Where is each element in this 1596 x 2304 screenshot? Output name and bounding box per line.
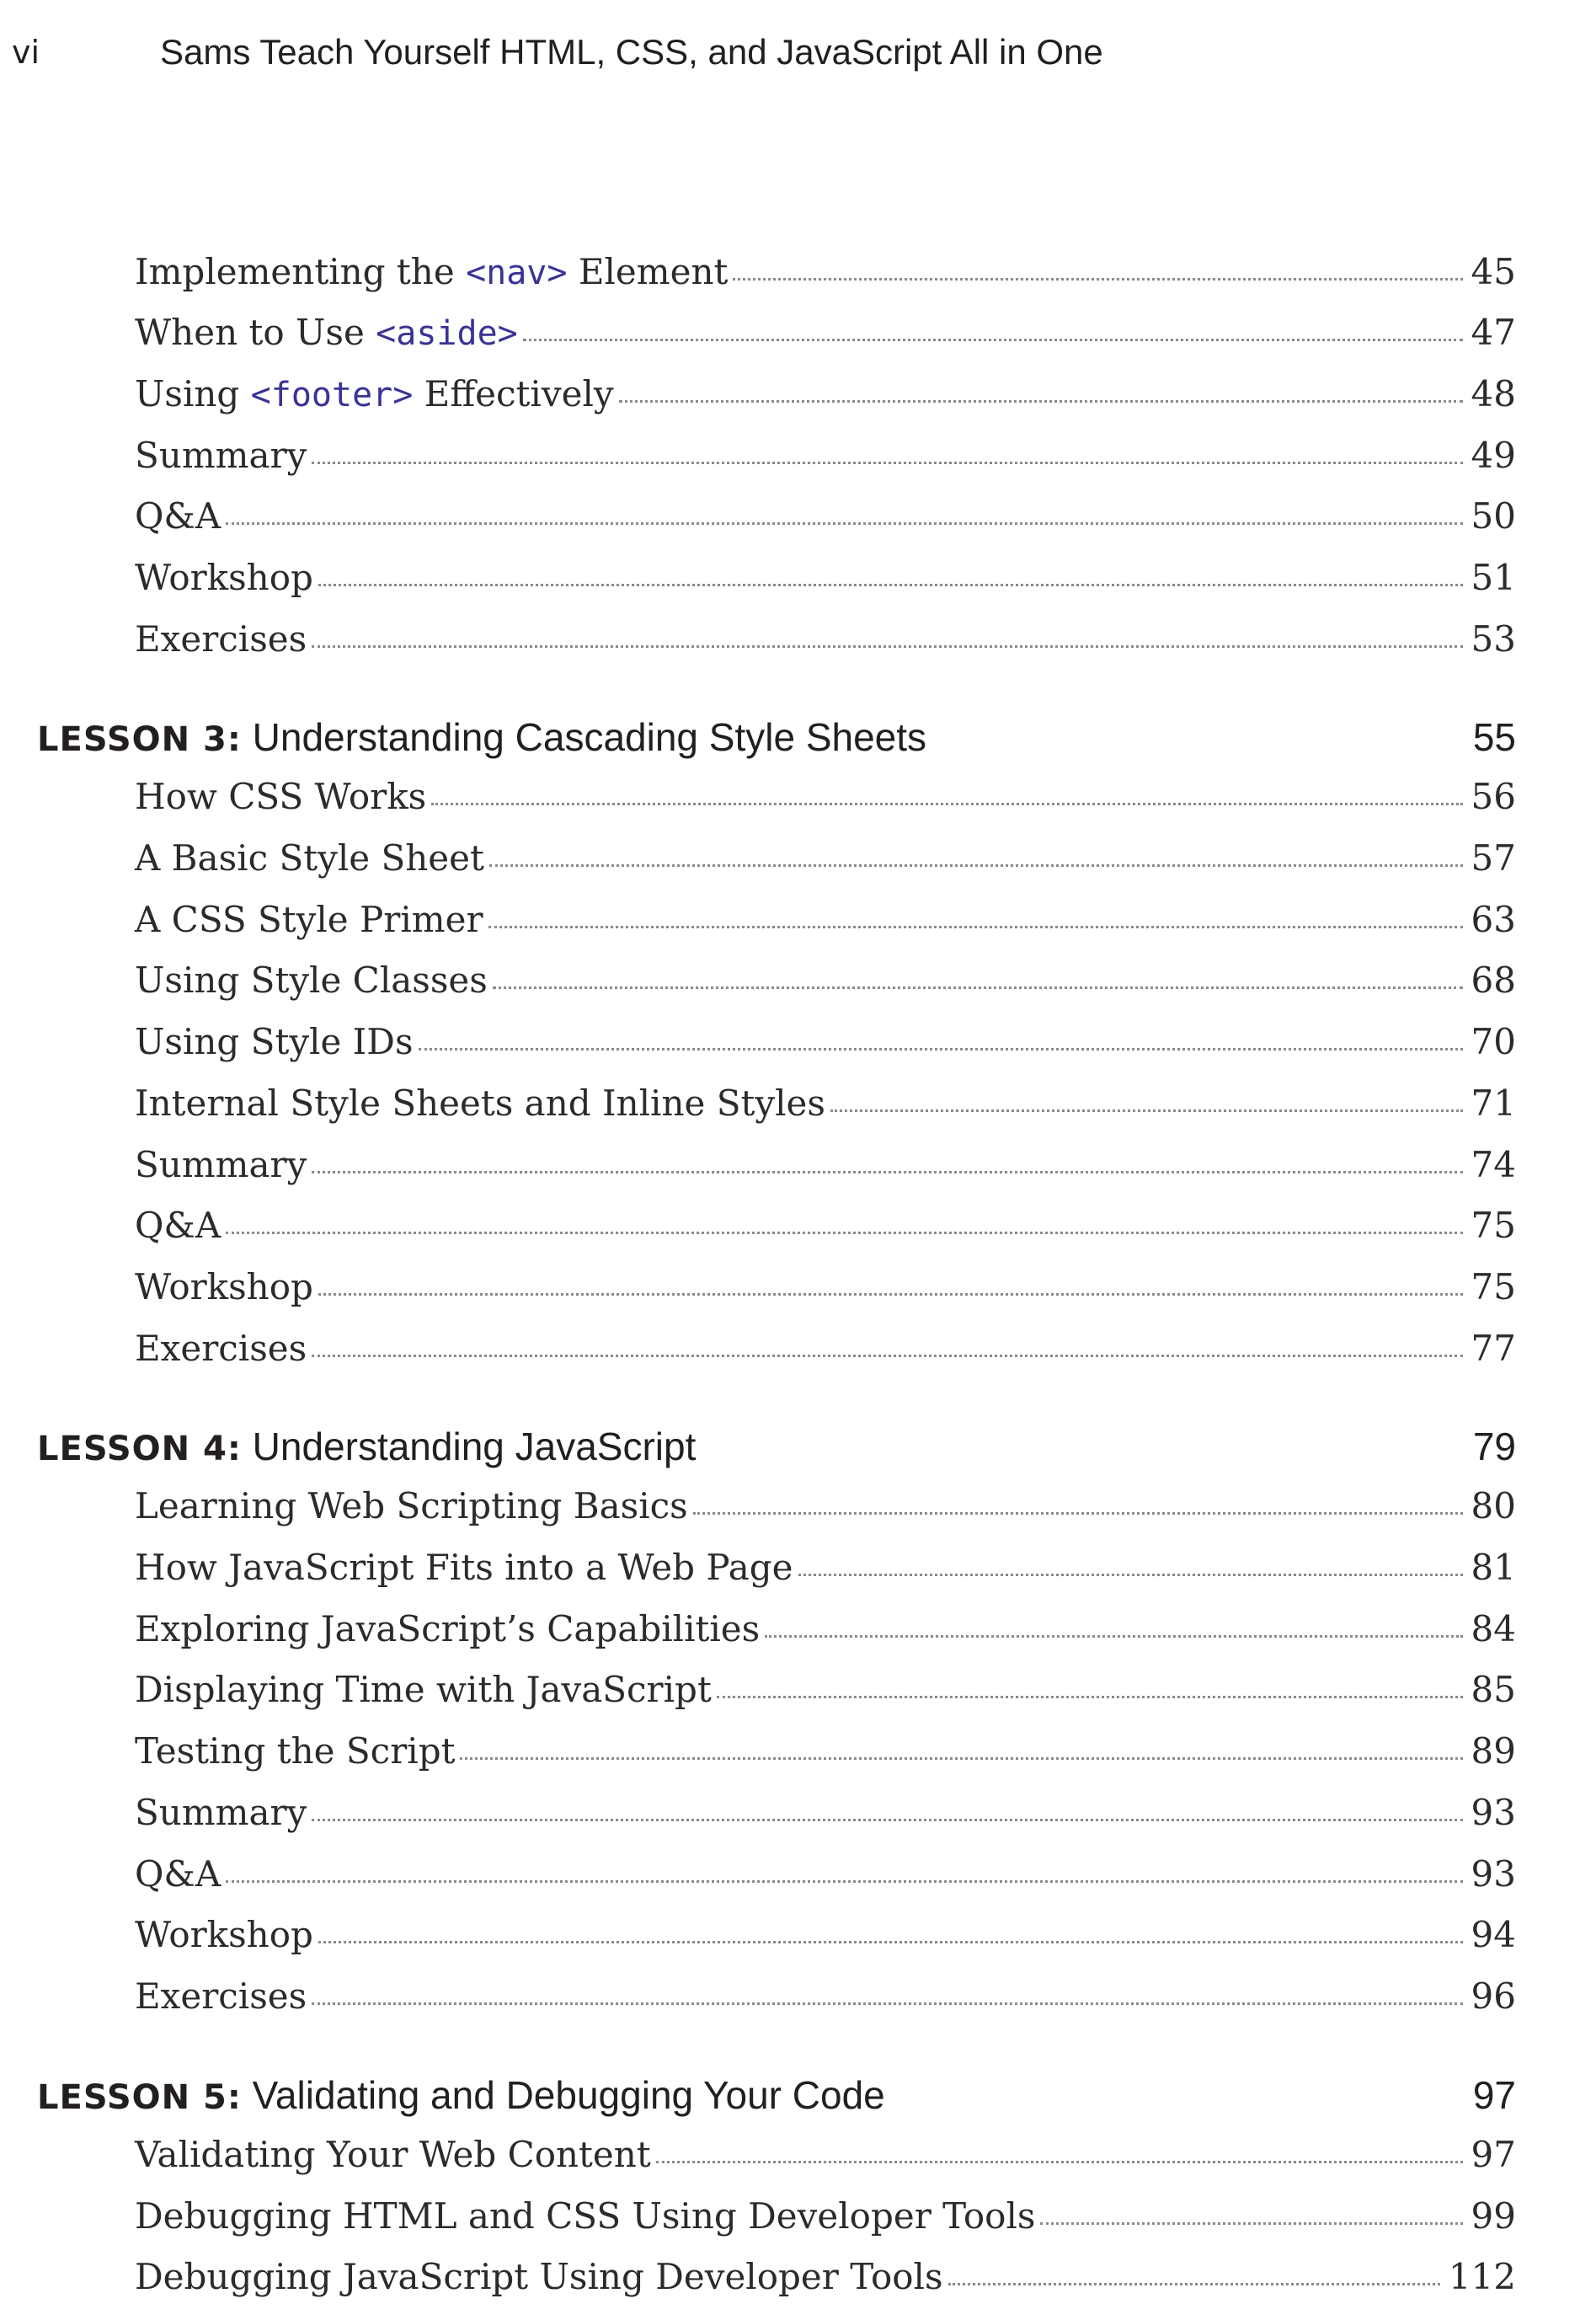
lesson-page: 97	[1472, 2073, 1516, 2117]
toc-entry[interactable]	[135, 432, 1516, 479]
toc-entry-page: 50	[1471, 495, 1516, 537]
toc-entry[interactable]	[135, 1851, 1516, 1898]
toc-entry[interactable]	[135, 1018, 1516, 1066]
lesson-heading-text	[37, 1421, 696, 1474]
toc-entry-page: 77	[1471, 1328, 1516, 1369]
toc-entry[interactable]	[135, 249, 1516, 296]
toc-entry-page: 94	[1471, 1914, 1516, 1955]
lesson-title: Validating and Debugging Your Code	[252, 2073, 885, 2117]
dot-leader	[312, 1819, 1462, 1821]
toc-entry-title: Displaying Time with JavaScript	[135, 1669, 712, 1710]
book-title: Sams Teach Yourself HTML, CSS, and JavaScript All in One	[160, 32, 1103, 72]
dot-leader	[312, 645, 1462, 648]
toc-entry[interactable]	[135, 2193, 1516, 2240]
toc-entry-page: 51	[1471, 557, 1516, 598]
toc-entry[interactable]	[135, 957, 1516, 1004]
toc-entry[interactable]	[135, 773, 1516, 821]
lesson-label: LESSON 5:	[37, 2078, 242, 2117]
lesson-title: Understanding JavaScript	[252, 1425, 697, 1468]
toc-entry-title: Debugging JavaScript Using Developer Tools	[135, 2256, 943, 2297]
toc-entry[interactable]	[135, 835, 1516, 882]
dot-leader	[619, 400, 1463, 403]
toc-entry-page: 74	[1471, 1144, 1516, 1185]
toc-entry-page: 81	[1471, 1547, 1516, 1588]
toc-entry-page: 47	[1471, 312, 1516, 353]
toc-entry-title: Exercises	[135, 1975, 307, 2017]
toc-entry-title: Using <footer> Effectively	[135, 373, 614, 414]
toc-entry-page: 57	[1471, 837, 1516, 879]
dot-leader	[312, 1355, 1462, 1357]
lesson-label: LESSON 4:	[37, 1430, 242, 1468]
toc-entry-title: Exploring JavaScript’s Capabilities	[135, 1608, 761, 1649]
toc-entry-page: 63	[1471, 899, 1516, 940]
toc-entry[interactable]	[135, 616, 1516, 663]
toc-entry-page: 93	[1471, 1792, 1516, 1833]
toc-entry[interactable]	[135, 1141, 1516, 1189]
toc-entry[interactable]	[135, 1264, 1516, 1311]
lesson-heading[interactable]	[37, 2070, 1516, 2120]
toc-entry[interactable]	[135, 2253, 1516, 2301]
toc-entry-page: 96	[1471, 1975, 1516, 2017]
toc-entry-page: 97	[1471, 2134, 1516, 2175]
toc-entry[interactable]	[135, 309, 1516, 356]
toc-entry-title: Testing the Script	[135, 1730, 456, 1772]
dot-leader	[312, 2002, 1462, 2005]
code-tag: <aside>	[376, 314, 518, 353]
toc-entry-page: 112	[1448, 2256, 1516, 2297]
toc-entry-page: 75	[1471, 1266, 1516, 1307]
toc-entry-page: 93	[1471, 1853, 1516, 1895]
lesson-heading-text	[37, 2070, 885, 2123]
toc-entry-title: How JavaScript Fits into a Web Page	[135, 1547, 793, 1588]
toc-entry-title: Learning Web Scripting Basics	[135, 1485, 688, 1526]
toc-entry[interactable]	[135, 1789, 1516, 1836]
dot-leader	[830, 1109, 1463, 1112]
dot-leader	[717, 1696, 1463, 1698]
dot-leader	[318, 1293, 1463, 1296]
lesson-heading-text	[37, 712, 926, 765]
toc-entry-title: How CSS Works	[135, 776, 427, 817]
toc-entry-page: 71	[1471, 1083, 1516, 1124]
toc-entry[interactable]	[135, 2131, 1516, 2178]
dot-leader	[419, 1048, 1463, 1050]
toc-entry-page: 49	[1471, 435, 1516, 476]
toc-entry-title: A CSS Style Primer	[135, 899, 483, 940]
dot-leader	[318, 1941, 1463, 1943]
code-tag: <footer>	[250, 376, 414, 414]
dot-leader	[948, 2283, 1440, 2285]
lesson-heading[interactable]	[37, 712, 1516, 762]
toc-entry-title: Q&A	[135, 1205, 222, 1246]
dot-leader	[489, 864, 1463, 867]
toc-entry[interactable]	[135, 1728, 1516, 1775]
toc-entry-title: Debugging HTML and CSS Using Developer Tools	[135, 2195, 1036, 2237]
dot-leader	[460, 1757, 1462, 1760]
toc-entry-page: 84	[1471, 1608, 1516, 1649]
dot-leader	[493, 986, 1463, 989]
toc-entry-title: Workshop	[135, 557, 313, 598]
toc-entry-title: Summary	[135, 1144, 307, 1185]
toc-entry-title: Using Style IDs	[135, 1021, 414, 1062]
lesson-title: Understanding Cascading Style Sheets	[252, 715, 927, 759]
toc-entry-page: 70	[1471, 1021, 1516, 1062]
toc-entry-page: 99	[1471, 2195, 1516, 2237]
toc-entry-title: Using Style Classes	[135, 960, 488, 1001]
toc-entry-page: 89	[1471, 1730, 1516, 1772]
toc-entry-title: Workshop	[135, 1266, 313, 1307]
lesson-page: 55	[1472, 715, 1516, 759]
code-tag: <nav>	[466, 254, 568, 292]
toc-entry-title: Internal Style Sheets and Inline Styles	[135, 1083, 825, 1124]
toc-entry-title: Summary	[135, 435, 307, 476]
toc-entry-title: Summary	[135, 1792, 307, 1833]
toc-entry[interactable]	[135, 1911, 1516, 1959]
lesson-label: LESSON 3:	[37, 720, 242, 759]
dot-leader	[226, 1880, 1462, 1883]
toc-entry-title: When to Use <aside>	[135, 312, 518, 353]
dot-leader	[656, 2161, 1463, 2163]
toc-entry-page: 85	[1471, 1669, 1516, 1710]
toc-entry-page: 48	[1471, 373, 1516, 414]
toc-entry[interactable]	[135, 1080, 1516, 1127]
dot-leader	[488, 926, 1463, 928]
toc-entry-title: Validating Your Web Content	[135, 2134, 651, 2175]
toc-entry-page: 75	[1471, 1205, 1516, 1246]
toc-entry-page: 68	[1471, 960, 1516, 1001]
toc-entry-title: Implementing the <nav> Element	[135, 251, 729, 292]
dot-leader	[1040, 2222, 1462, 2225]
toc-entry[interactable]	[135, 1666, 1516, 1713]
toc-entry-title: Q&A	[135, 495, 222, 537]
toc-entry[interactable]	[135, 1483, 1516, 1530]
toc-entry[interactable]	[135, 1544, 1516, 1591]
toc-entry-title: Exercises	[135, 618, 307, 660]
toc-entry-title: Exercises	[135, 1328, 307, 1369]
dot-leader	[733, 278, 1462, 281]
toc-entry-page: 56	[1471, 776, 1516, 817]
toc-entry[interactable]	[135, 1202, 1516, 1249]
dot-leader	[226, 522, 1462, 525]
toc-entry-page: 45	[1471, 251, 1516, 292]
toc-entry[interactable]	[135, 554, 1516, 601]
dot-leader	[693, 1512, 1463, 1515]
toc-entry-title: Workshop	[135, 1914, 313, 1955]
dot-leader	[226, 1232, 1462, 1234]
toc-entry-title: Q&A	[135, 1853, 222, 1895]
toc-entry-page: 80	[1471, 1485, 1516, 1526]
toc-entry-page: 53	[1471, 618, 1516, 660]
page-folio: vi	[12, 34, 40, 71]
dot-leader	[523, 339, 1463, 341]
dot-leader	[312, 462, 1462, 464]
dot-leader	[798, 1574, 1463, 1576]
toc-entry[interactable]	[135, 1973, 1516, 2020]
toc-entry-title: A Basic Style Sheet	[135, 837, 484, 879]
toc-entry[interactable]	[135, 371, 1516, 418]
lesson-heading[interactable]	[37, 1421, 1516, 1472]
dot-leader	[318, 584, 1463, 586]
toc-entry[interactable]	[135, 1325, 1516, 1372]
dot-leader	[431, 803, 1462, 805]
toc-entry[interactable]	[135, 1606, 1516, 1653]
dot-leader	[312, 1171, 1462, 1173]
lesson-page: 79	[1472, 1425, 1516, 1468]
dot-leader	[765, 1635, 1462, 1638]
toc-entry[interactable]	[135, 493, 1516, 540]
toc-entry[interactable]	[135, 896, 1516, 944]
